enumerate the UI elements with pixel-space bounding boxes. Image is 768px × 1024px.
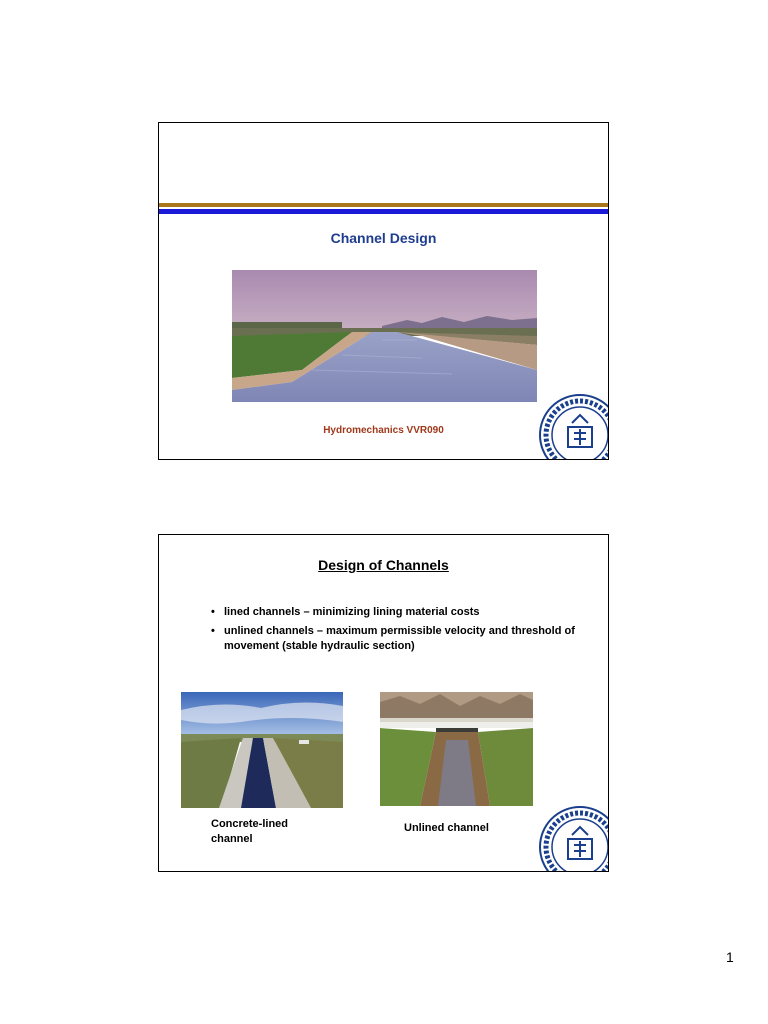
course-code: Hydromechanics VVR090: [323, 425, 444, 436]
canal-photo: [232, 270, 537, 402]
caption-unlined: Unlined channel: [404, 822, 489, 834]
slide-channel-design: [158, 122, 609, 460]
university-seal-icon: [538, 805, 609, 872]
university-seal-icon: [538, 393, 609, 460]
bullet-list: [209, 605, 589, 658]
concrete-lined-channel-photo: [181, 692, 343, 808]
gold-stripe: [159, 203, 608, 207]
bullet-item: • lined channels – minimizing lining material costs: [209, 605, 589, 620]
slide-design-of-channels: [158, 534, 609, 872]
slide-title: Design of Channels: [318, 557, 449, 573]
slide-title: Channel Design: [330, 230, 437, 246]
blue-stripe: [159, 209, 608, 214]
bullet-item: • unlined channels – maximum permissible velocity and threshold of movement (stable hydraulic section): [209, 624, 589, 654]
unlined-channel-photo: [380, 692, 533, 806]
caption-concrete-lined: Concrete-lined channel: [211, 818, 289, 845]
page-number: 1: [726, 949, 734, 965]
